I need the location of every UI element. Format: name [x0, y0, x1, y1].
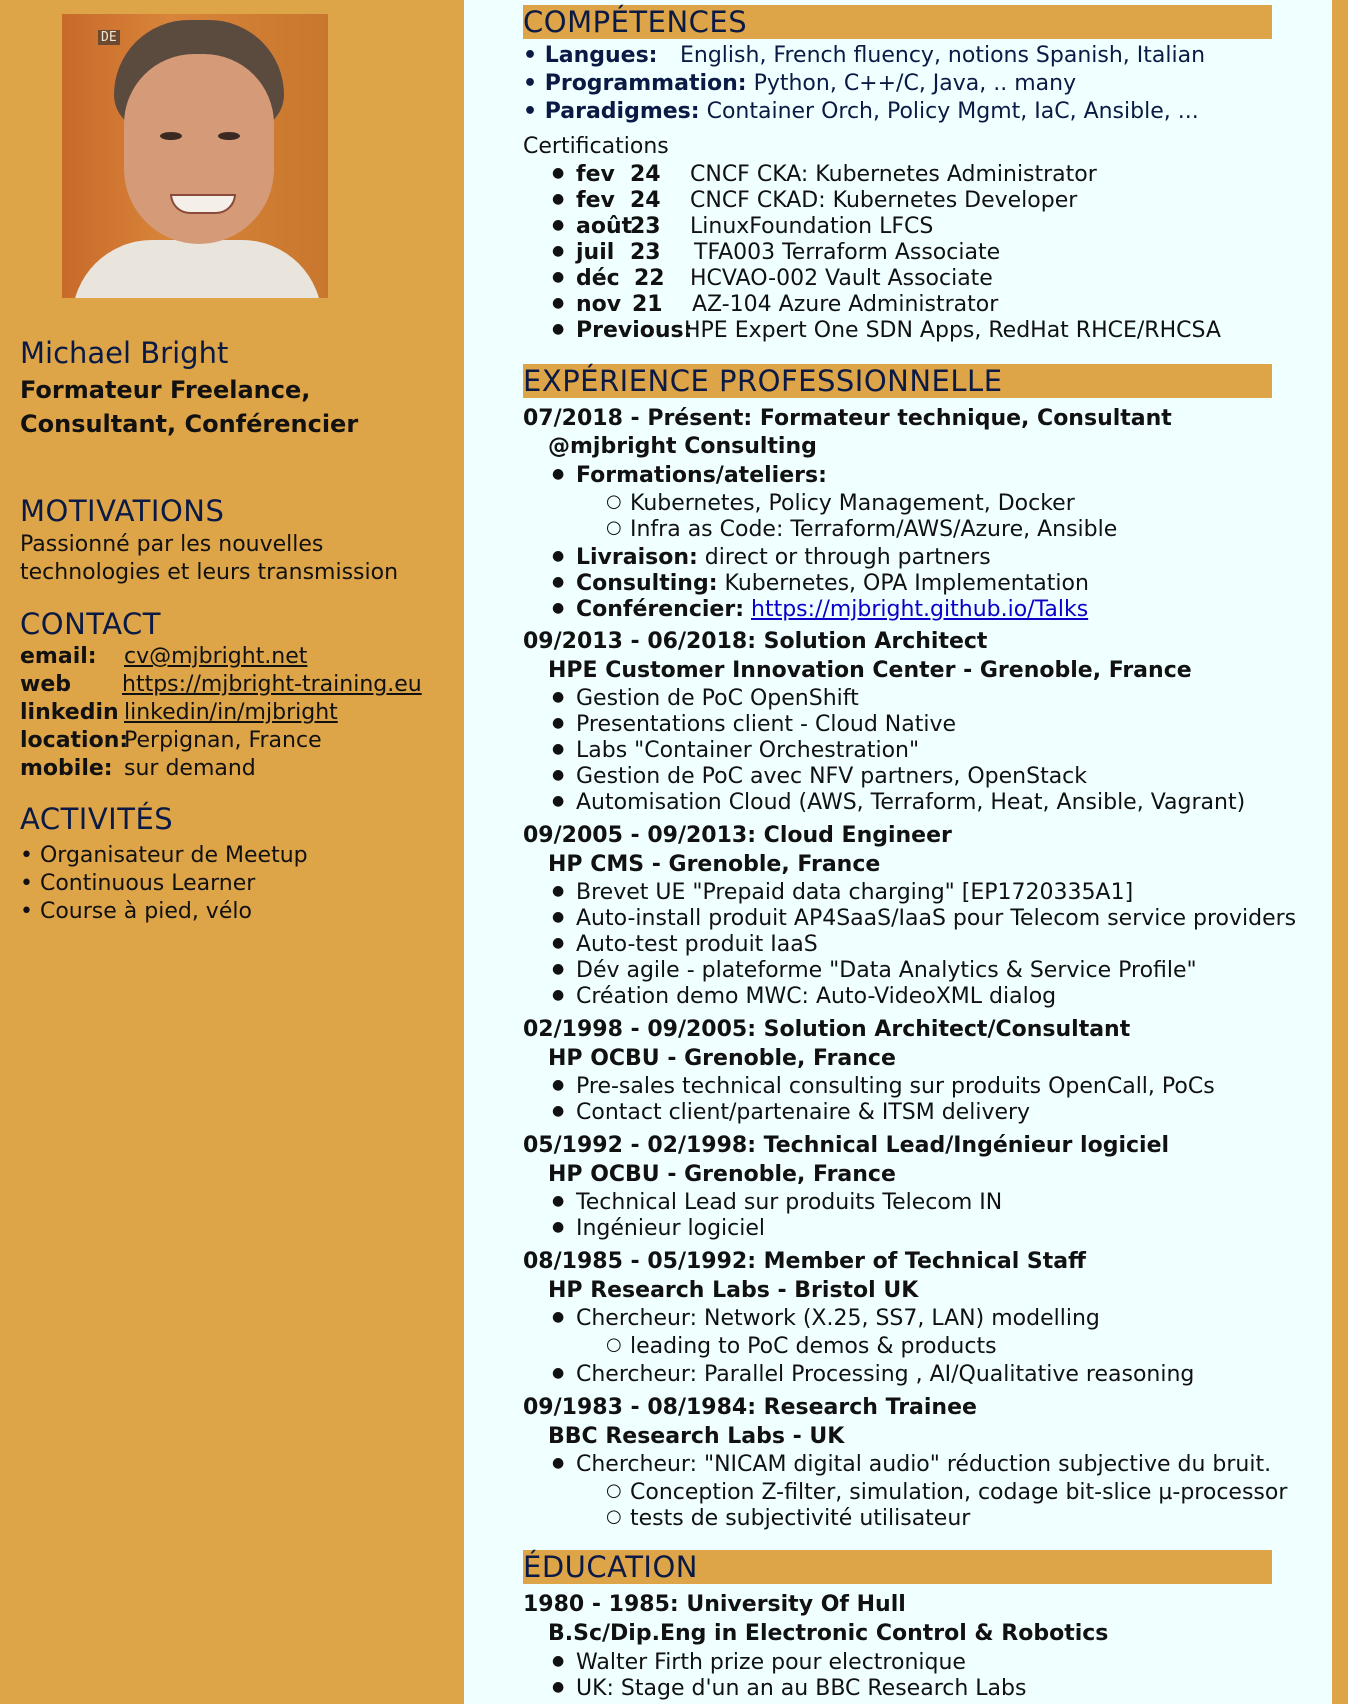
profile-name: Michael Bright	[20, 336, 229, 370]
skill-value: English, French fluency, notions Spanish, Italian	[680, 43, 1206, 68]
job-org: @mjbright Consulting	[548, 434, 817, 459]
job-bullet: ● Presentations client - Cloud Native	[576, 712, 956, 737]
job-bullet: ● Pre-sales technical consulting sur produits OpenCall, PoCs	[576, 1074, 1215, 1099]
cert-month: Previous:	[576, 318, 693, 343]
cert-name: AZ-104 Azure Administrator	[692, 292, 999, 317]
job-bullet	[576, 545, 991, 570]
cert-name: HPE Expert One SDN Apps, RedHat RHCE/RHCSA	[684, 318, 1221, 343]
job-title: 02/1998 - 09/2005: Solution Architect/Consultant	[523, 1017, 1131, 1042]
motivations-line1: Passionné par les nouvelles	[20, 532, 324, 557]
skill-paradigms	[523, 99, 1199, 124]
motivations-heading: MOTIVATIONS	[20, 494, 225, 528]
contact-email-link[interactable]: cv@mjbright.net	[124, 644, 308, 669]
job-bullet-value: direct or through partners	[697, 545, 991, 570]
job-title: 09/2005 - 09/2013: Cloud Engineer	[523, 823, 952, 848]
skill-value: Python, C++/C, Java, .. many	[753, 71, 1077, 96]
skill-value: Container Orch, Policy Mgmt, IaC, Ansible, ...	[706, 99, 1199, 124]
skills-heading: COMPÉTENCES	[523, 5, 1272, 39]
cert-month: fev	[576, 188, 615, 213]
contact-web-link[interactable]: https://mjbright-training.eu	[122, 672, 422, 697]
sidebar	[0, 0, 464, 1704]
job-org: HP OCBU - Grenoble, France	[548, 1162, 896, 1187]
cert-month: nov	[576, 292, 622, 317]
cert-name: CNCF CKAD: Kubernetes Developer	[690, 188, 1078, 213]
activity-item: • Organisateur de Meetup	[20, 843, 308, 868]
skill-label: • Paradigmes:	[523, 99, 700, 124]
education-heading: ÉDUCATION	[523, 1550, 1272, 1584]
job-bullet: ● Technical Lead sur produits Telecom IN	[576, 1190, 1002, 1215]
activity-item: • Course à pied, vélo	[20, 899, 252, 924]
job-subbullet: ○ tests de subjectivité utilisateur	[630, 1506, 970, 1531]
job-bullet-key: Livraison:	[576, 545, 698, 570]
talks-link[interactable]: https://mjbright.github.io/Talks	[751, 597, 1089, 622]
contact-location-label: location:	[20, 728, 129, 753]
photo-eye	[218, 132, 240, 140]
contact-linkedin-link[interactable]: linkedin/in/mjbright	[124, 700, 338, 725]
job-bullet: ● Gestion de PoC avec NFV partners, OpenStack	[576, 764, 1087, 789]
job-bullet-key: Consulting:	[576, 571, 718, 596]
job-org: HP CMS - Grenoble, France	[548, 852, 881, 877]
contact-linkedin-label: linkedin	[20, 700, 119, 725]
contact-location-value: Perpignan, France	[124, 728, 322, 753]
job-bullet	[576, 597, 1088, 622]
cert-year: 22	[634, 266, 665, 291]
job-bullet-key: Conférencier:	[576, 597, 744, 622]
cert-name: CNCF CKA: Kubernetes Administrator	[690, 162, 1097, 187]
contact-web-label: web	[20, 672, 71, 697]
job-title: 09/2013 - 06/2018: Solution Architect	[523, 629, 988, 654]
main-content	[464, 0, 1332, 1704]
photo-eye	[160, 132, 182, 140]
education-bullet: ● Walter Firth prize pour electronique	[576, 1650, 966, 1675]
photo-mouth	[170, 194, 236, 214]
job-bullet: ● Automisation Cloud (AWS, Terraform, Heat, Ansible, Vagrant)	[576, 790, 1245, 815]
job-bullet: ● Formations/ateliers:	[576, 463, 827, 488]
cert-year: 21	[632, 292, 663, 317]
photo-sign-text: DE	[98, 30, 120, 45]
contact-heading: CONTACT	[20, 607, 162, 641]
job-title: 08/1985 - 05/1992: Member of Technical Staff	[523, 1249, 1086, 1274]
job-bullet: ● Chercheur: Parallel Processing , AI/Qualitative reasoning	[576, 1362, 1194, 1387]
job-bullet: ● Création demo MWC: Auto-VideoXML dialog	[576, 984, 1056, 1009]
job-title: 09/1983 - 08/1984: Research Trainee	[523, 1395, 977, 1420]
cert-month: août	[576, 214, 633, 239]
job-title: 07/2018 - Présent: Formateur technique, Consultant	[523, 406, 1172, 431]
activity-item: • Continuous Learner	[20, 871, 256, 896]
job-bullet: ● Auto-install produit AP4SaaS/IaaS pour Telecom service providers	[576, 906, 1296, 931]
job-bullet	[576, 571, 1089, 596]
job-bullet-value: Kubernetes, OPA Implementation	[717, 571, 1089, 596]
cert-month: juil	[576, 240, 615, 265]
job-bullet: ● Gestion de PoC OpenShift	[576, 686, 859, 711]
contact-email-label: email:	[20, 644, 97, 669]
motivations-line2: technologies et leurs transmission	[20, 560, 399, 585]
job-bullet: ● Dév agile - plateforme "Data Analytics & Service Profile"	[576, 958, 1197, 983]
skill-programming	[523, 71, 1076, 96]
cert-year: 24	[630, 162, 661, 187]
cert-month: fev	[576, 162, 615, 187]
job-bullet: ● Chercheur: "NICAM digital audio" réduction subjective du bruit.	[576, 1452, 1271, 1477]
cert-name: HCVAO-002 Vault Associate	[690, 266, 993, 291]
activities-heading: ACTIVITÉS	[20, 802, 174, 836]
job-bullet: ● Contact client/partenaire & ITSM delivery	[576, 1100, 1030, 1125]
job-org: HPE Customer Innovation Center - Grenoble, France	[548, 658, 1192, 683]
skill-languages	[523, 43, 1206, 68]
job-bullet: ● Auto-test produit IaaS	[576, 932, 818, 957]
job-bullet: ● Chercheur: Network (X.25, SS7, LAN) modelling	[576, 1306, 1100, 1331]
photo-face	[124, 54, 274, 244]
skill-label: • Langues:	[523, 43, 658, 68]
job-subbullet: ○ Conception Z-filter, simulation, codage bit-slice µ-processor	[630, 1480, 1287, 1505]
job-bullet: ● Brevet UE "Prepaid data charging" [EP1720335A1]	[576, 880, 1133, 905]
cert-month: déc	[576, 266, 620, 291]
cert-year: 23	[630, 240, 661, 265]
profile-role-line1: Formateur Freelance,	[20, 376, 311, 404]
cert-name: TFA003 Terraform Associate	[694, 240, 1001, 265]
job-bullet: ● Labs "Container Orchestration"	[576, 738, 919, 763]
certifications-heading: Certifications	[523, 134, 669, 159]
experience-heading: EXPÉRIENCE PROFESSIONNELLE	[523, 364, 1272, 398]
job-subbullet: ○ Kubernetes, Policy Management, Docker	[630, 491, 1075, 516]
contact-mobile-value: sur demand	[124, 756, 256, 781]
contact-mobile-label: mobile:	[20, 756, 113, 781]
job-org: HP Research Labs - Bristol UK	[548, 1278, 919, 1303]
education-title: 1980 - 1985: University Of Hull	[523, 1592, 906, 1617]
job-org: BBC Research Labs - UK	[548, 1424, 845, 1449]
job-bullet: ● Ingénieur logiciel	[576, 1216, 765, 1241]
job-subbullet: ○ Infra as Code: Terraform/AWS/Azure, Ansible	[630, 517, 1117, 542]
profile-role-line2: Consultant, Conférencier	[20, 410, 359, 438]
job-title: 05/1992 - 02/1998: Technical Lead/Ingénieur logiciel	[523, 1133, 1170, 1158]
profile-photo	[62, 14, 328, 298]
cert-name: LinuxFoundation LFCS	[690, 214, 934, 239]
education-degree: B.Sc/Dip.Eng in Electronic Control & Robotics	[548, 1621, 1109, 1646]
cert-year: 24	[630, 188, 661, 213]
skill-label: • Programmation:	[523, 71, 747, 96]
job-org: HP OCBU - Grenoble, France	[548, 1046, 896, 1071]
education-bullet: ● UK: Stage d'un an au BBC Research Labs	[576, 1676, 1026, 1701]
cert-year: 23	[630, 214, 661, 239]
job-subbullet: ○ leading to PoC demos & products	[630, 1334, 997, 1359]
